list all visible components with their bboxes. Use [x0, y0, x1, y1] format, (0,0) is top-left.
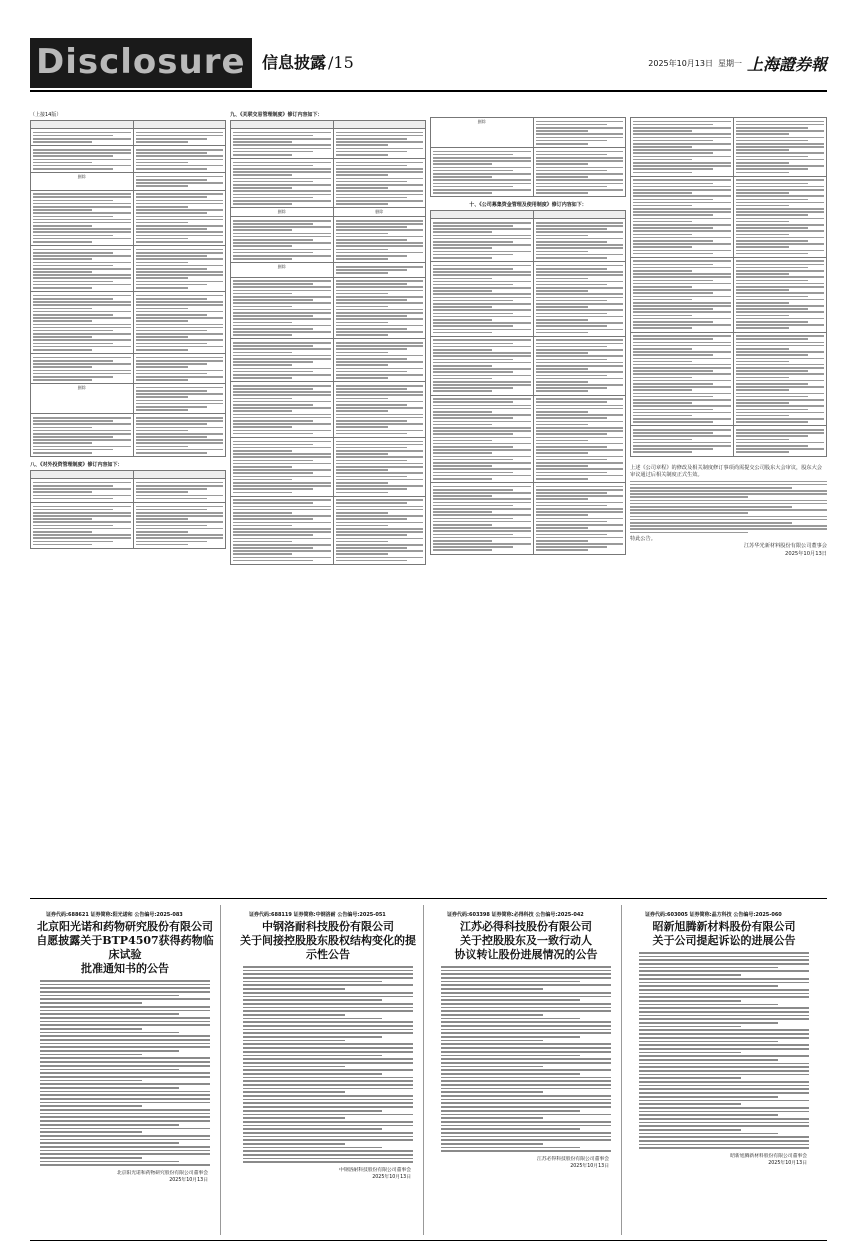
- notice-date: 2025年10月13日: [570, 1164, 609, 1170]
- notice-signer: 江苏必得科技股份有限公司董事会: [537, 1157, 609, 1163]
- notice-meta: 证券代码:603005 证券简称:晶方科技 公告编号:2025-060: [645, 912, 782, 918]
- notice-body: [639, 952, 809, 1149]
- notice-body: [243, 966, 413, 1163]
- notice-title: [633, 920, 815, 948]
- closing-remark: 特此公告。: [630, 536, 656, 543]
- column-4: [630, 107, 827, 897]
- column-2: [230, 107, 426, 897]
- notice-title-line: 批准通知书的公告: [81, 962, 169, 975]
- page-number: /15: [328, 53, 354, 72]
- notice-2: [233, 905, 424, 1235]
- notice-meta: 证券代码:688119 证券简称:中钢洛耐 公告编号:2025-051: [249, 912, 386, 918]
- amendment-table-1: 删除 删除: [30, 120, 226, 457]
- notice-4: [629, 905, 819, 1235]
- column-1: （上接14版） 删除 删除 八、《对外投资管理制度》修订内容如下：: [30, 107, 226, 897]
- closing-date: 2025年10月13日: [785, 550, 827, 557]
- closing-paragraph: [630, 465, 827, 558]
- newspaper-brand: 上海證券報: [746, 55, 827, 74]
- notice-title-line: 协议转让股份进展情况的公告: [454, 948, 598, 961]
- masthead-right: [648, 52, 827, 75]
- disclosure-banner: [30, 38, 252, 88]
- notice-date: 2025年10月13日: [372, 1175, 411, 1181]
- notice-meta: 证券代码:688621 证券简称:阳光诺和 公告编号:2025-083: [46, 912, 183, 918]
- notice-signature: [30, 1170, 208, 1184]
- notice-title-line: 关于公司提起诉讼的进展公告: [652, 934, 796, 947]
- col2-section-title: 九、《关联交易管理制度》修订内容如下：: [230, 112, 323, 118]
- notice-date: 2025年10月13日: [768, 1161, 807, 1167]
- notice-title-line: 自愿披露关于BTP4507获得药物临床试验: [36, 934, 214, 961]
- notice-title: [237, 920, 419, 962]
- notice-signer: 北京阳光诺和药物研究股份有限公司董事会: [116, 1171, 208, 1177]
- notice-title-line: 关于间接控股股东股权结构变化的提示性公告: [240, 934, 416, 961]
- amendment-table-4: 删除: [430, 117, 626, 197]
- notice-title-line: 昭新旭腾新材料股份有限公司: [652, 920, 796, 933]
- notice-signer: 昭新旭腾新材料股份有限公司董事会: [730, 1154, 807, 1160]
- amendment-table-2: [30, 470, 226, 549]
- issue-weekday: 星期一: [717, 59, 742, 68]
- notice-title: [34, 920, 216, 976]
- amendment-table-3: 删除 删除 删除: [230, 120, 426, 565]
- banner-word: Disclosure: [36, 42, 246, 82]
- footer-rule: [30, 1240, 827, 1241]
- amendment-table-5: [430, 210, 626, 554]
- notice-title-line: 中钢洛耐科技股份有限公司: [262, 920, 394, 933]
- col1-section-title: 八、《对外投资管理制度》修订内容如下：: [30, 462, 123, 469]
- masthead: [30, 38, 827, 88]
- amendment-tables-block: [30, 107, 827, 897]
- notice-3: [431, 905, 622, 1235]
- notice-signature: [629, 1153, 807, 1167]
- masthead-rule: [30, 90, 827, 92]
- closing-signer: 江苏华光新材料股份有限公司董事会: [743, 543, 827, 550]
- notice-date: 2025年10月13日: [169, 1178, 208, 1184]
- notice-body: [40, 980, 210, 1166]
- notice-title-line: 北京阳光诺和药物研究股份有限公司: [37, 920, 213, 933]
- section-name: 信息披露: [262, 53, 327, 72]
- amendment-table-6: [630, 117, 827, 457]
- notice-title-line: 江苏必得科技股份有限公司: [460, 920, 592, 933]
- notice-signature: [431, 1156, 609, 1170]
- notice-signature: [233, 1167, 411, 1181]
- notice-1: [30, 905, 221, 1235]
- notice-title-line: 关于控股股东及一致行动人: [460, 934, 592, 947]
- notice-meta: 证券代码:603398 证券简称:必得科技 公告编号:2025-042: [447, 912, 584, 918]
- notice-signer: 中钢洛耐科技股份有限公司董事会: [339, 1168, 411, 1174]
- section-divider: [30, 898, 827, 899]
- closing-text: 上述《公司章程》的修改及相关制度修订事项尚需提交公司股东大会审议，股东大会审议通过后相关制度正式生效。: [630, 464, 822, 478]
- column-3: [430, 107, 626, 897]
- issue-date: 2025年10月13日: [648, 59, 713, 68]
- section-title: [262, 50, 354, 73]
- notice-title: [435, 920, 617, 962]
- col3-section-title: 十、《公司募集资金管理及使用制度》修订内容如下：: [469, 202, 587, 209]
- notice-body: [441, 966, 611, 1152]
